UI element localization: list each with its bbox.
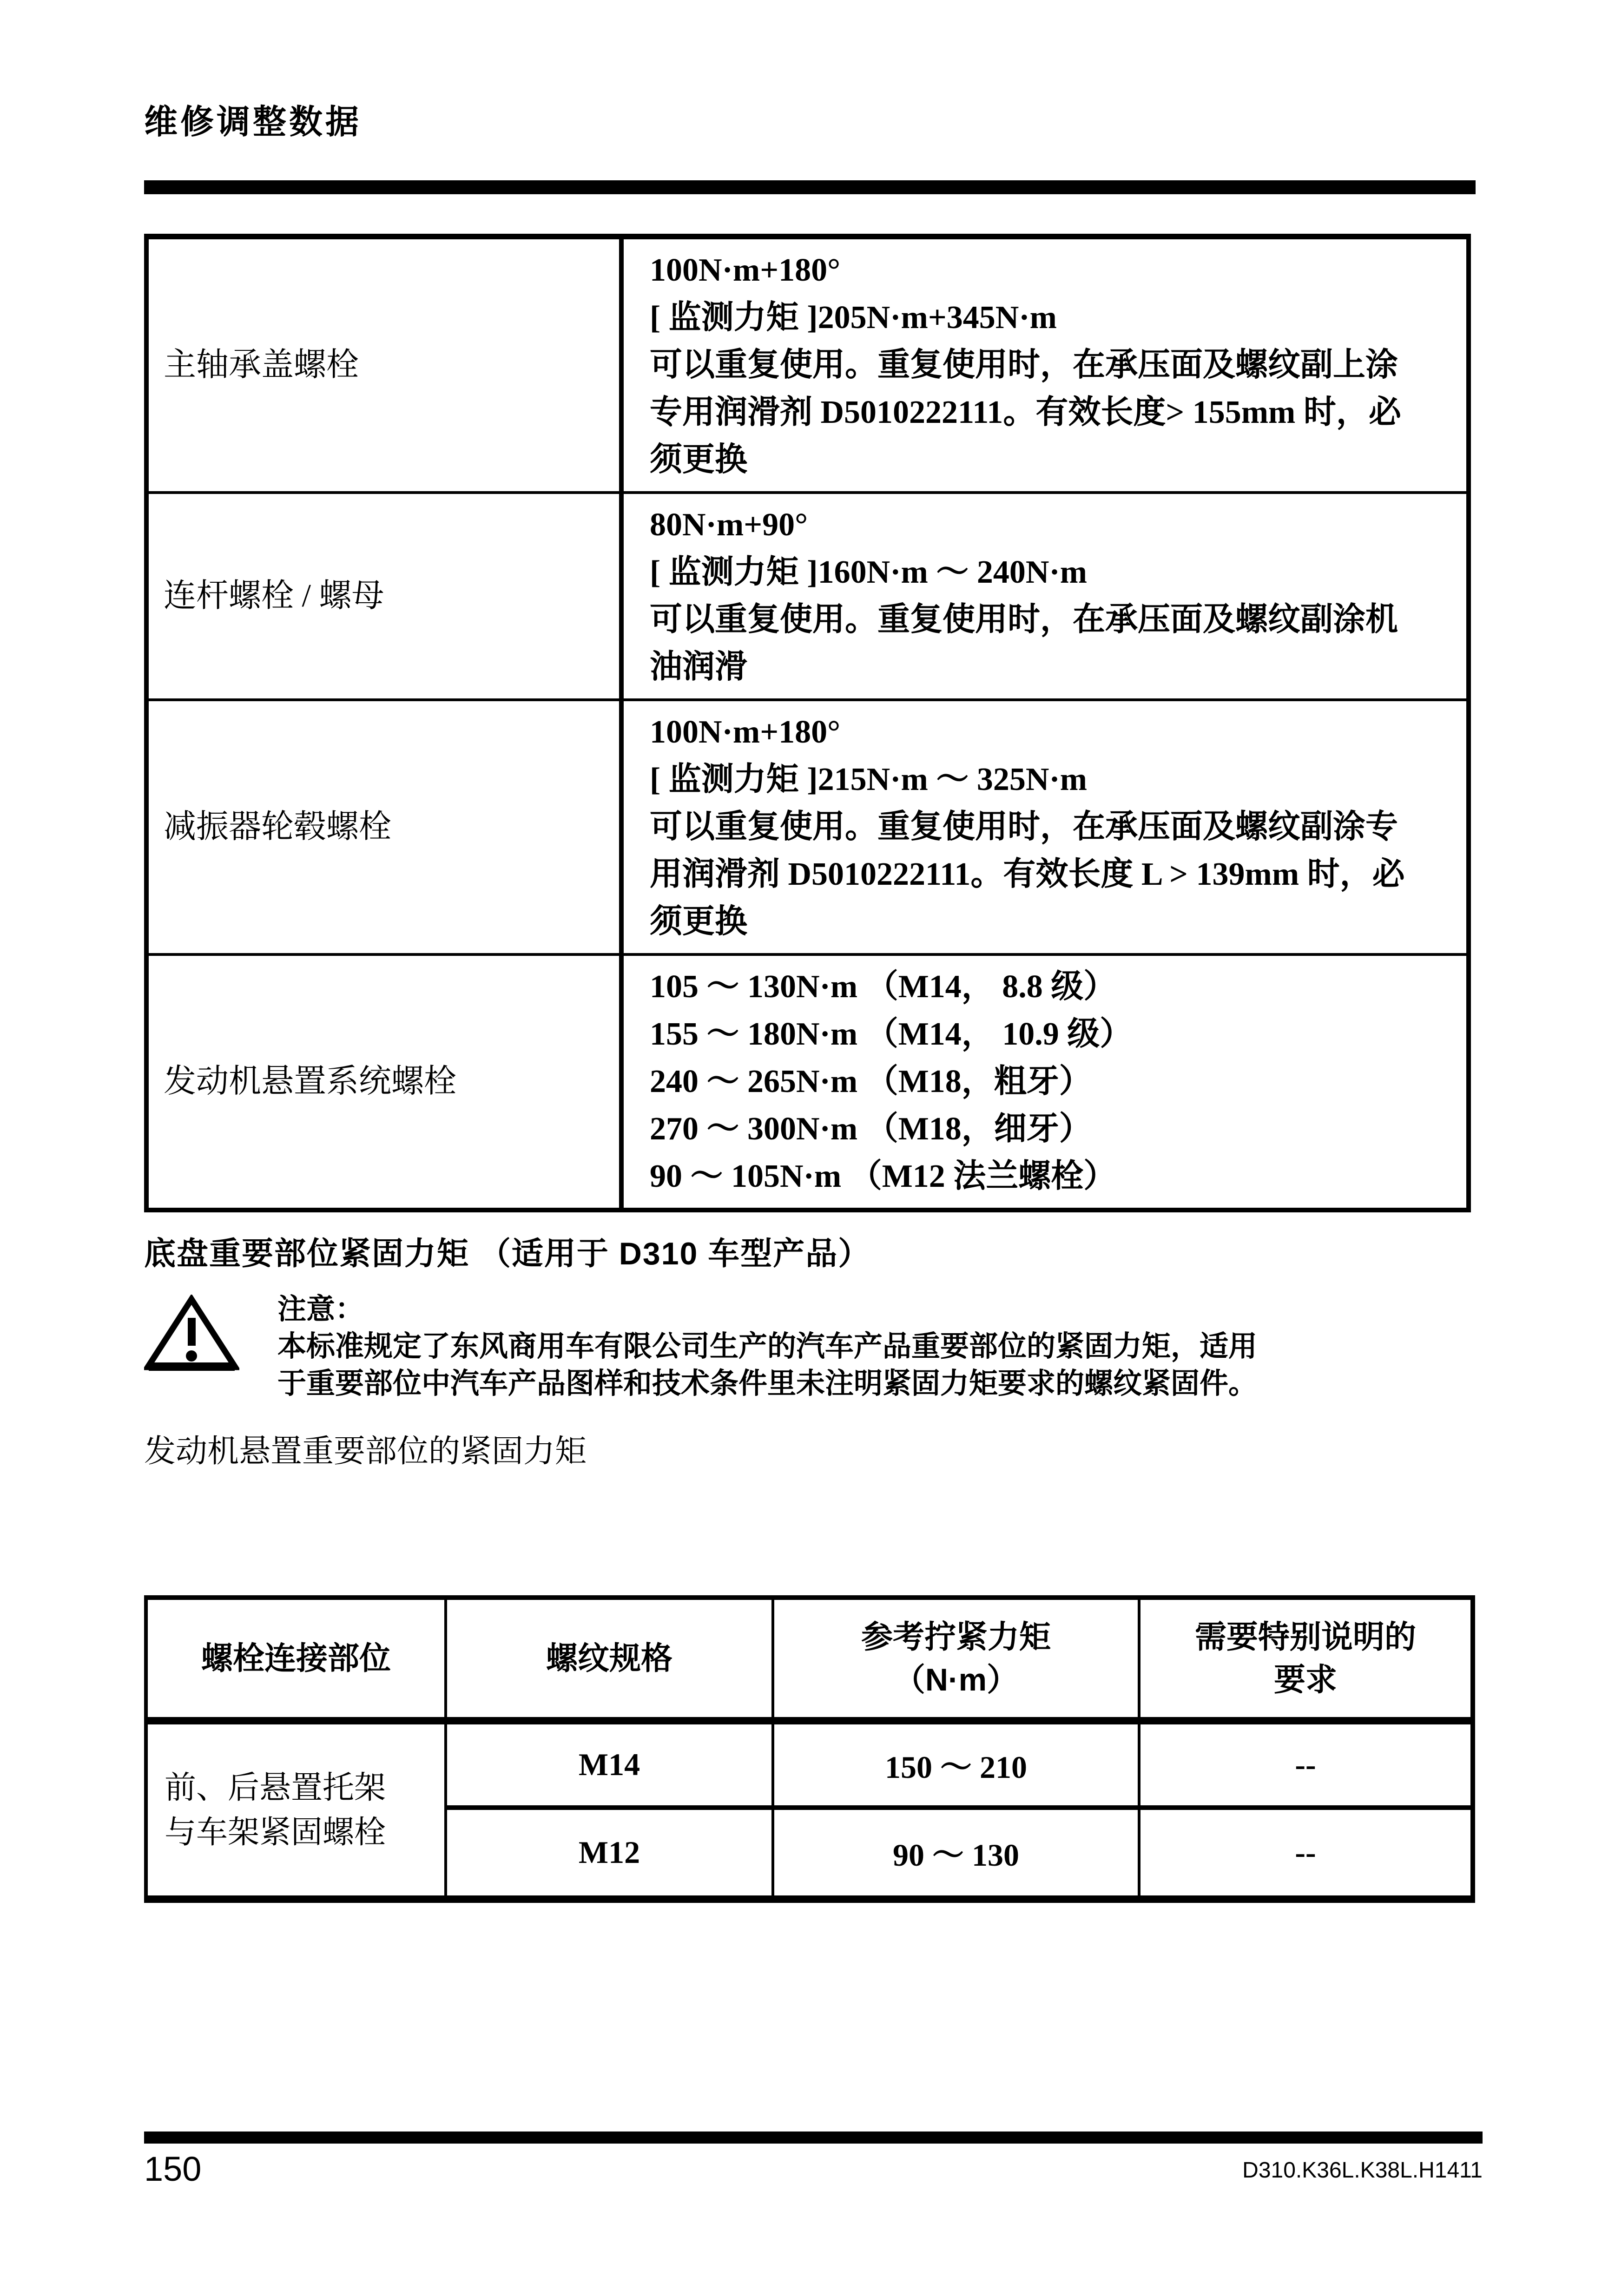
fastener-name-cell: 主轴承盖螺栓 <box>146 237 621 493</box>
engine-mount-torque-table <box>144 1595 1475 1903</box>
thread-spec-cell: M12 <box>446 1808 773 1899</box>
fastener-spec-cell: 105 ～ 130N·m （M14， 8.8 级） 155 ～ 180N·m （M14， 10.9 级） 240 ～ 265N·m （M18，粗牙） 270 ～ 300N·m （M18，细牙） 90 ～ 105N·m （M12 法兰螺栓） <box>621 954 1469 1210</box>
engine-fastener-torque-table <box>144 234 1471 1212</box>
notice-text <box>277 1291 1257 1402</box>
special-note-cell: -- <box>1139 1721 1473 1808</box>
torque-value-cell: 150 ～ 210 <box>773 1721 1139 1808</box>
fastener-spec-cell: 80N·m+90° [ 监测力矩 ]160N·m ～ 240N·m 可以重复使用。重复使用时，在承压面及螺纹副涂机 油润滑 <box>621 493 1469 700</box>
doc-code: D310.K36L.K38L.H1411 <box>1242 2158 1483 2183</box>
table-header-row <box>146 1598 1473 1721</box>
thread-spec-cell: M14 <box>446 1721 773 1808</box>
table-row <box>146 493 1469 700</box>
col-header-special-requirements: 需要特别说明的 要求 <box>1139 1598 1473 1721</box>
table-row <box>146 700 1469 954</box>
table-row <box>146 237 1469 493</box>
special-note-cell: -- <box>1139 1808 1473 1899</box>
notice-block <box>144 1291 1476 1402</box>
page-number: 150 <box>144 2149 202 2188</box>
table-row <box>146 954 1469 1210</box>
header-rule <box>144 180 1476 194</box>
notice-body: 本标准规定了东风商用车有限公司生产的汽车产品重要部位的紧固力矩，适用 于重要部位中汽车产品图样和技术条件里未注明紧固力矩要求的螺纹紧固件。 <box>277 1330 1258 1400</box>
notice-title: 注意： <box>277 1293 364 1325</box>
table-row <box>146 1721 1473 1808</box>
warning-triangle-icon <box>144 1295 239 1374</box>
fastener-name-cell: 连杆螺栓 / 螺母 <box>146 493 621 700</box>
fastener-name-cell: 减振器轮毂螺栓 <box>146 700 621 954</box>
footer-rule <box>144 2132 1483 2144</box>
subsection-heading: 发动机悬置重要部位的紧固力矩 <box>144 1433 587 1469</box>
fastener-spec-cell: 100N·m+180° [ 监测力矩 ]205N·m+345N·m 可以重复使用。重复使用时，在承压面及螺纹副上涂 专用润滑剂 D5010222111。有效长度> 155mm 时，必 须更换 <box>621 237 1469 493</box>
col-header-reference-torque: 参考拧紧力矩 （N·m） <box>773 1598 1139 1721</box>
footer <box>144 2150 1483 2188</box>
col-header-thread-spec: 螺纹规格 <box>446 1598 773 1721</box>
torque-value-cell: 90 ～ 130 <box>773 1808 1139 1899</box>
fastener-name-cell: 发动机悬置系统螺栓 <box>146 954 621 1210</box>
col-header-bolt-position: 螺栓连接部位 <box>146 1598 446 1721</box>
bolt-position-cell: 前、后悬置托架与车架紧固螺栓 <box>146 1721 446 1899</box>
section-heading: 底盘重要部位紧固力矩 （适用于 D310 车型产品） <box>144 1236 871 1272</box>
fastener-spec-cell: 100N·m+180° [ 监测力矩 ]215N·m ～ 325N·m 可以重复使用。重复使用时，在承压面及螺纹副涂专 用润滑剂 D5010222111。有效长度 L > 139mm 时，必 须更换 <box>621 700 1469 954</box>
page-title: 维修调整数据 <box>144 104 362 141</box>
